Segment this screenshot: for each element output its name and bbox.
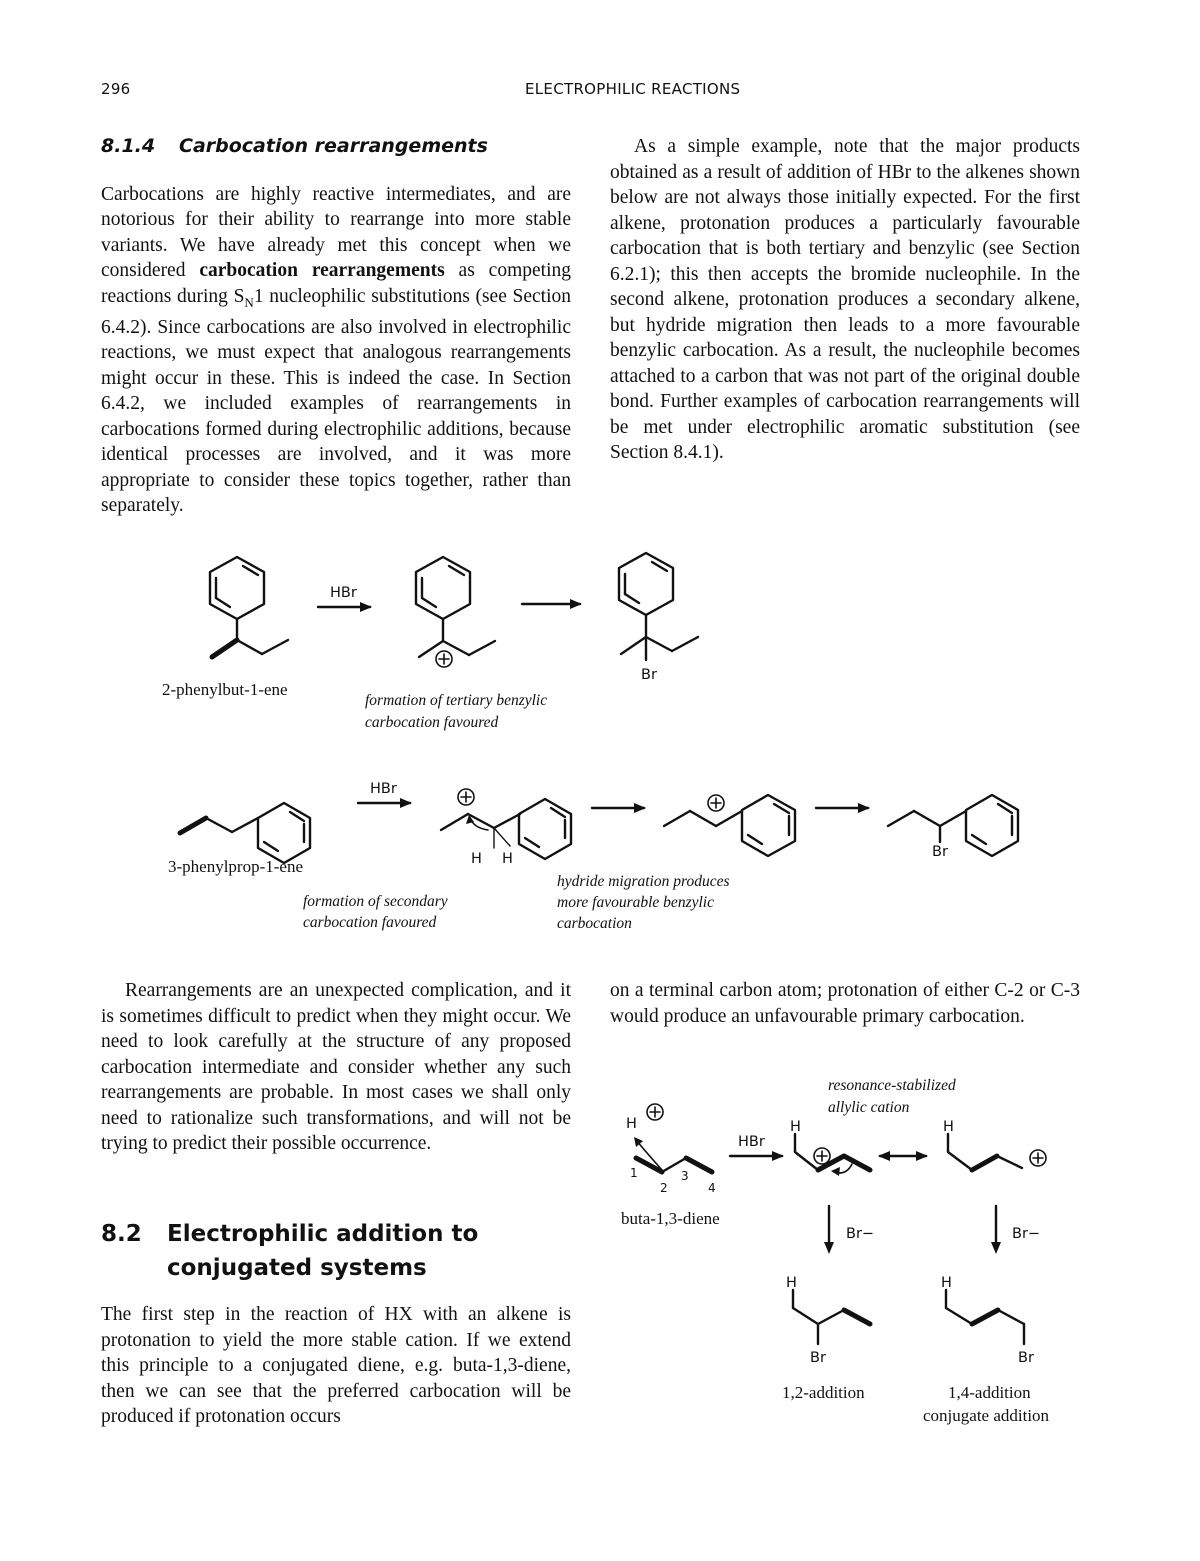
section-number: 8.2 [101,1221,142,1247]
paragraph-text: Carbocations are highly reactive intermediates, and are notorious for their ability to rearrange into more stable variants. We have already met this concept when we considered [101,183,571,281]
carbon-number: 4 [708,1181,716,1195]
annotation-text: allylic cation [828,1099,910,1116]
reagent-label: HBr [370,781,397,797]
reagent-label: HBr [738,1134,765,1150]
reagent-label: HBr [330,585,357,601]
compound-name: 2-phenylbut-1-ene [162,680,288,699]
paragraph-text: 1 nucleophilic substitutions (see Section 6.4.2). Since carbocations are also involved in electrophilic reactions, we must expect that analogous rearrangements might occur in these. This is indeed the case. In Section 6.4.2, we included examples of rearrangements in carbocations formed during electrophilic additions, because identical processes are involved, and it was more appropriate to consider these topics together, rather than separately. [101,285,571,517]
bromine-label: Br [641,667,657,683]
section-title: Electrophilic addition to conjugated systems [167,1221,479,1281]
annotation-text: hydride migration produces [557,873,730,890]
hydrogen-label: H [786,1275,797,1291]
product-name: conjugate addition [923,1406,1050,1425]
compound-name: buta-1,3-diene [621,1209,720,1228]
annotation-text: resonance-stabilized [828,1077,956,1094]
carbon-number: 2 [660,1181,668,1195]
annotation-text: carbocation favoured [303,914,437,931]
page-number: 296 [101,80,131,98]
paragraph: The first step in the reaction of HX with an alkene is protonation to yield the more stable cation. If we extend this principle to a conjugated diene, e.g. buta-1,3-diene, then we can see that the preferred carbocation will be produced if protonation occurs [101,1304,571,1427]
paragraph: on a terminal carbon atom; protonation of either C-2 or C-3 would produce an unfavourable primary carbocation. [610,980,1080,1027]
hydrogen-label: H [941,1275,952,1291]
bromide-label: Br− [1012,1226,1041,1242]
running-title: ELECTROPHILIC REACTIONS [525,80,741,98]
compound-name: 3-phenylprop-1-ene [168,857,304,876]
annotation-text: formation of tertiary benzylic [365,692,548,709]
subscript: N [244,294,254,310]
bromine-label: Br [810,1350,826,1366]
paragraph: Rearrangements are an unexpected complication, and it is sometimes difficult to predict when they might occur. We need to look carefully at the structure of any proposed carbocation intermediate and consider whether any such rearrangements are probable. In most cases we shall only need to rationalize such transformations, and will not be trying to predict their possible occurrence. [101,980,571,1154]
paragraph-text: as competing reactions during S [101,260,571,307]
hydrogen-label: H [790,1119,801,1135]
hydrogen-label: H [626,1116,637,1132]
bromine-label: Br [1018,1350,1034,1366]
hydrogen-label: H [471,851,482,867]
carbon-number: 3 [681,1169,689,1183]
bromide-label: Br− [846,1226,875,1242]
product-name: 1,4-addition [948,1383,1031,1402]
bromine-label: Br [932,844,948,860]
hydrogen-label: H [502,851,513,867]
section-title: Carbocation rearrangements [179,135,488,157]
paragraph: As a simple example, note that the major products obtained as a result of addition of HBr to the alkenes shown below are not always those initially expected. For the first alkene, protonation produces a particularly favourable carbocation that is both tertiary and benzylic (see Section 6.2.1); this then accepts the bromide nucleophile. In the second alkene, protonation produces a secondary alkene, but hydride migration then leads to a more favourable benzylic carbocation. As a result, the nucleophile becomes attached to a carbon that was not part of the original double bond. Further examples of carbocation rearrangements will be met under electrophilic aromatic substitution (see Section 8.4.1). [610,136,1080,463]
section-number: 8.1.4 [101,135,156,157]
hydrogen-label: H [943,1119,954,1135]
carbon-number: 1 [630,1166,638,1180]
annotation-text: more favourable benzylic [557,894,714,911]
annotation-text: carbocation [557,915,632,932]
annotation-text: formation of secondary [303,893,448,910]
annotation-text: carbocation favoured [365,714,499,731]
bold-term: carbocation rearrangements [199,260,445,281]
product-name: 1,2-addition [782,1383,865,1402]
